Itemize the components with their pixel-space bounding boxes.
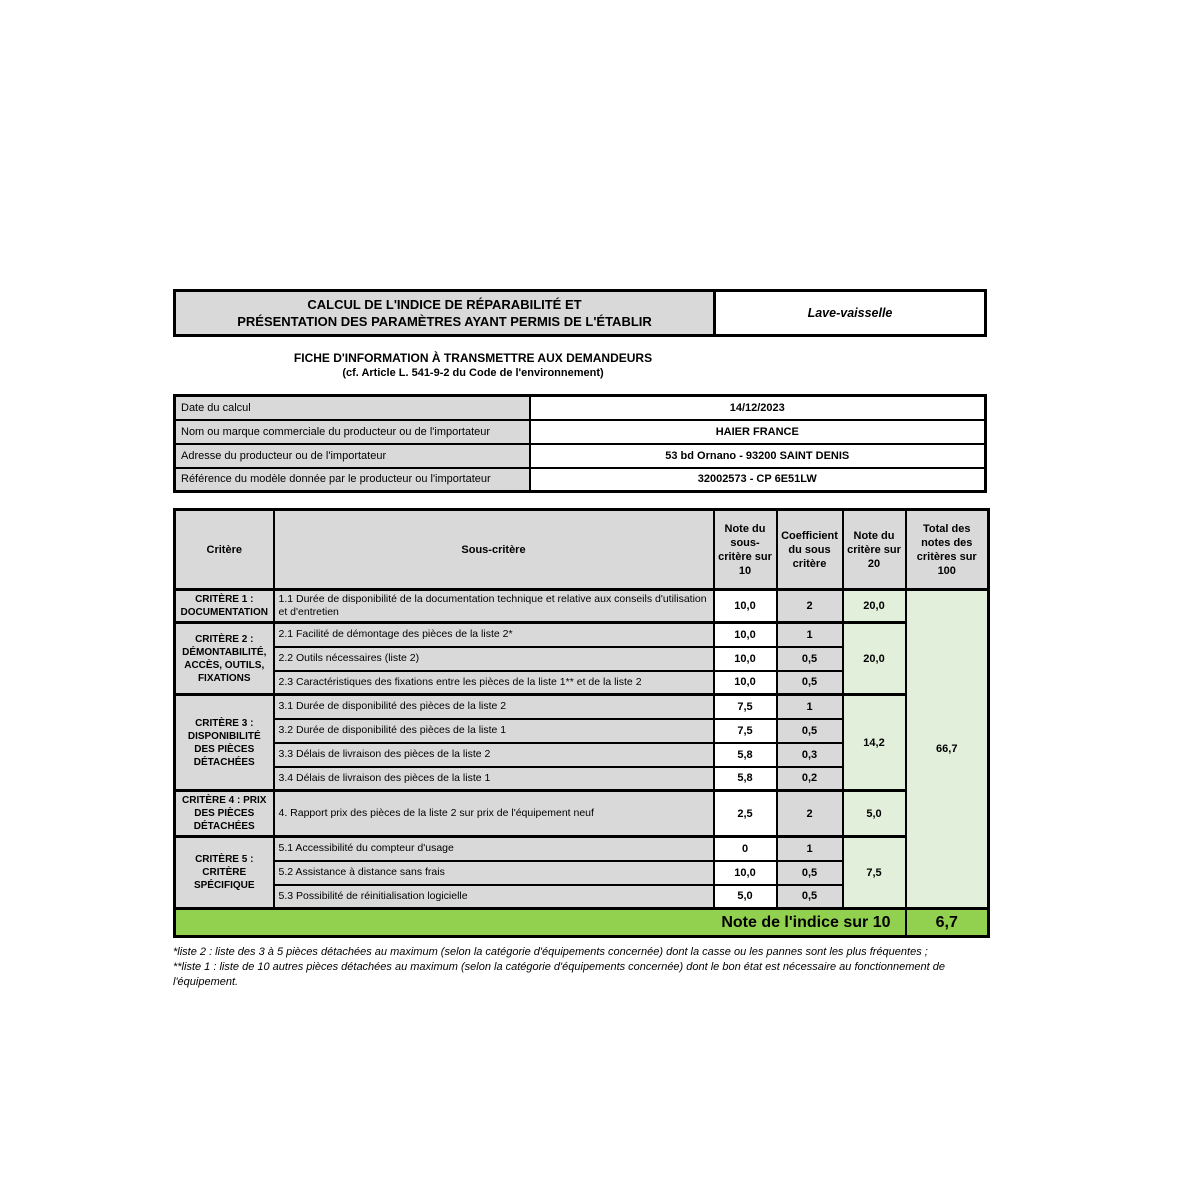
- criterion-3-label: CRITÈRE 3 : DISPONIBILITÉ DES PIÈCES DÉTACHÉES: [175, 695, 274, 791]
- subcriterion-4-label: 4. Rapport prix des pièces de la liste 2 sur prix de l'équipement neuf: [274, 791, 714, 837]
- criterion-5-label: CRITÈRE 5 : CRITÈRE SPÉCIFIQUE: [175, 837, 274, 909]
- title-banner: [173, 289, 987, 337]
- subcriterion-3-2-score: 7,5: [714, 719, 777, 743]
- footnote-liste1: **liste 1 : liste de 10 autres pièces détachées au maximum (selon la catégorie d'équipements concernée) dont le bon état est nécessaire au fonctionnement de l'équipement.: [173, 961, 945, 988]
- subcriterion-2-3-coefficient: 0,5: [777, 671, 843, 695]
- criterion-2-label: CRITÈRE 2 : DÉMONTABILITÉ, ACCÈS, OUTILS, FIXATIONS: [175, 623, 274, 695]
- info-label-address: Adresse du producteur ou de l'importateur: [175, 444, 530, 468]
- document-title: [176, 292, 716, 334]
- subcriterion-1-1-score: 10,0: [714, 590, 777, 623]
- repairability-sheet: [173, 289, 987, 990]
- criteria-table: [173, 508, 990, 938]
- subcriterion-2-2-score: 10,0: [714, 647, 777, 671]
- subcriterion-3-1-label: 3.1 Durée de disponibilité des pièces de la liste 2: [274, 695, 714, 719]
- criterion-5-score20: 7,5: [843, 837, 906, 909]
- document-title-line1: CALCUL DE L'INDICE DE RÉPARABILITÉ ET: [307, 297, 582, 312]
- info-value-brand: HAIER FRANCE: [530, 420, 986, 444]
- footnote-liste2: *liste 2 : liste des 3 à 5 pièces détachées au maximum (selon la catégorie d'équipements concernée) dont la casse ou les pannes sont les plus fréquentes ;: [173, 946, 928, 958]
- producer-info-table: [173, 394, 987, 493]
- footnotes: [173, 945, 987, 990]
- info-label-reference: Référence du modèle donnée par le producteur ou l'importateur: [175, 468, 530, 492]
- info-value-date: 14/12/2023: [530, 396, 986, 420]
- subcriterion-3-4-label: 3.4 Délais de livraison des pièces de la liste 1: [274, 767, 714, 791]
- subcriterion-3-3-coefficient: 0,3: [777, 743, 843, 767]
- col-header-total100: Total des notes des critères sur 100: [906, 510, 989, 590]
- criterion-1-score20: 20,0: [843, 590, 906, 623]
- col-header-score10: Note du sous-critère sur 10: [714, 510, 777, 590]
- row-4: [175, 791, 989, 837]
- subcriterion-5-3-score: 5,0: [714, 885, 777, 909]
- row-1-1: [175, 590, 989, 623]
- subtitle-line1: FICHE D'INFORMATION À TRANSMETTRE AUX DEMANDEURS: [293, 351, 653, 365]
- subcriterion-3-2-coefficient: 0,5: [777, 719, 843, 743]
- col-header-coefficient: Coefficient du sous critère: [777, 510, 843, 590]
- subcriterion-5-1-coefficient: 1: [777, 837, 843, 861]
- subcriterion-3-3-label: 3.3 Délais de livraison des pièces de la liste 2: [274, 743, 714, 767]
- criterion-1-label: CRITÈRE 1 : DOCUMENTATION: [175, 590, 274, 623]
- criterion-4-score20: 5,0: [843, 791, 906, 837]
- criterion-4-label: CRITÈRE 4 : PRIX DES PIÈCES DÉTACHÉES: [175, 791, 274, 837]
- info-label-date: Date du calcul: [175, 396, 530, 420]
- row-3-1: [175, 695, 989, 719]
- subcriterion-4-score: 2,5: [714, 791, 777, 837]
- col-header-subcriterion: Sous-critère: [274, 510, 714, 590]
- subcriterion-5-3-label: 5.3 Possibilité de réinitialisation logicielle: [274, 885, 714, 909]
- subcriterion-5-1-score: 0: [714, 837, 777, 861]
- index-score-value: 6,7: [906, 909, 989, 937]
- subcriterion-5-2-label: 5.2 Assistance à distance sans frais: [274, 861, 714, 885]
- criterion-2-score20: 20,0: [843, 623, 906, 695]
- subcriterion-3-3-score: 5,8: [714, 743, 777, 767]
- document-title-line2: PRÉSENTATION DES PARAMÈTRES AYANT PERMIS DE L'ÉTABLIR: [237, 314, 652, 329]
- info-label-brand: Nom ou marque commerciale du producteur ou de l'importateur: [175, 420, 530, 444]
- criterion-3-score20: 14,2: [843, 695, 906, 791]
- subcriterion-2-1-coefficient: 1: [777, 623, 843, 647]
- index-summary-row: [175, 909, 989, 937]
- col-header-score20: Note du critère sur 20: [843, 510, 906, 590]
- info-row-address: [175, 444, 986, 468]
- subcriterion-2-1-score: 10,0: [714, 623, 777, 647]
- col-header-criterion: Critère: [175, 510, 274, 590]
- subcriterion-5-1-label: 5.1 Accessibilité du compteur d'usage: [274, 837, 714, 861]
- subcriterion-2-1-label: 2.1 Facilité de démontage des pièces de la liste 2*: [274, 623, 714, 647]
- subcriterion-2-2-coefficient: 0,5: [777, 647, 843, 671]
- subtitle-block: [173, 350, 773, 381]
- subcriterion-5-2-coefficient: 0,5: [777, 861, 843, 885]
- index-score-label: Note de l'indice sur 10: [175, 909, 906, 937]
- total-score-100: 66,7: [906, 590, 989, 909]
- subcriterion-2-3-score: 10,0: [714, 671, 777, 695]
- subcriterion-5-2-score: 10,0: [714, 861, 777, 885]
- subcriterion-4-coefficient: 2: [777, 791, 843, 837]
- subcriterion-5-3-coefficient: 0,5: [777, 885, 843, 909]
- subcriterion-1-1-label: 1.1 Durée de disponibilité de la documentation technique et relative aux conseils d'utilisation et d'entretien: [274, 590, 714, 623]
- subcriterion-3-4-score: 5,8: [714, 767, 777, 791]
- info-row-date: [175, 396, 986, 420]
- subcriterion-2-2-label: 2.2 Outils nécessaires (liste 2): [274, 647, 714, 671]
- row-2-1: [175, 623, 989, 647]
- row-5-1: [175, 837, 989, 861]
- subcriterion-3-4-coefficient: 0,2: [777, 767, 843, 791]
- subtitle-line2: (cf. Article L. 541-9-2 du Code de l'environnement): [342, 367, 604, 379]
- info-value-address: 53 bd Ornano - 93200 SAINT DENIS: [530, 444, 986, 468]
- subcriterion-3-1-coefficient: 1: [777, 695, 843, 719]
- subcriterion-1-1-coefficient: 2: [777, 590, 843, 623]
- subcriterion-3-2-label: 3.2 Durée de disponibilité des pièces de la liste 1: [274, 719, 714, 743]
- info-row-reference: [175, 468, 986, 492]
- info-row-brand: [175, 420, 986, 444]
- subcriterion-2-3-label: 2.3 Caractéristiques des fixations entre les pièces de la liste 1** et de la liste 2: [274, 671, 714, 695]
- info-value-reference: 32002573 - CP 6E51LW: [530, 468, 986, 492]
- criteria-header-row: [175, 510, 989, 590]
- subcriterion-3-1-score: 7,5: [714, 695, 777, 719]
- product-type: Lave-vaisselle: [716, 292, 984, 334]
